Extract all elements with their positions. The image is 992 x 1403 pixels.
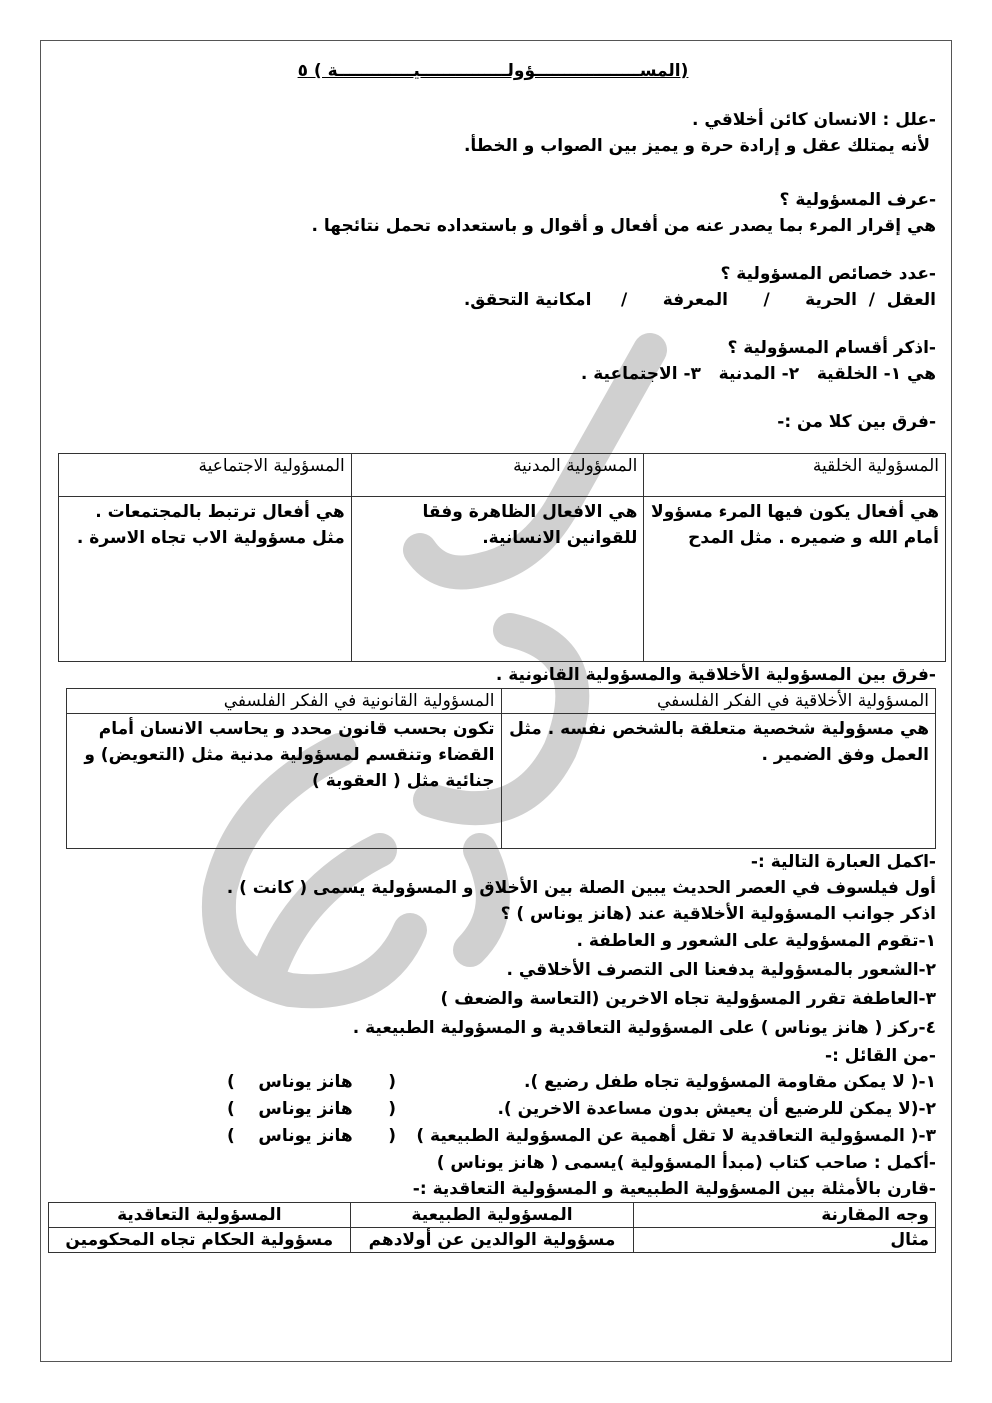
quote-row xyxy=(50,1123,936,1150)
table1-header: المسؤولية الاجتماعية xyxy=(59,454,352,497)
comparison-table-2 xyxy=(66,688,936,849)
table2-cell: هي مسؤولية شخصية متعلقة بالشخص نفسه . مثل العمل وفق الضمير . xyxy=(501,714,936,849)
table3-header: المسؤولية الطبيعية xyxy=(350,1203,634,1228)
q7-point: ٣-العاطفة تقرر المسؤولية تجاه الاخرين (التعاسة والضعف ) xyxy=(440,989,936,1009)
q2-answer: هي إقرار المرء بما يصدر عنه من أفعال و أقوال و باستعداده تحمل نتائجها . xyxy=(311,216,936,236)
table1-header: المسؤولية المدنية xyxy=(351,454,644,497)
quote-text: ١-( لا يمكن مقاومة المسؤولية تجاه طفل رضيع ). xyxy=(524,1072,936,1092)
quote-text: ٣-( المسؤولية التعاقدية لا تقل أهمية عن المسؤولية الطبيعية ) xyxy=(416,1126,936,1146)
comparison-table-3 xyxy=(48,1202,936,1253)
q5-question: -فرق بين كلا من :- xyxy=(777,412,936,432)
table1-cell: هي الافعال الظاهرة وفقا للقوانين الانسانية. xyxy=(351,497,644,662)
table1-cell: هي أفعال يكون فيها المرء مسؤولا أمام الله و ضميره . مثل المدح xyxy=(644,497,946,662)
table1-header: المسؤولية الخلقية xyxy=(644,454,946,497)
table2-header: المسؤولية الأخلاقية في الفكر الفلسفي xyxy=(501,689,936,714)
table3-cell: مسؤولية الحكام تجاه المحكومين xyxy=(49,1228,351,1253)
q7-point: ١-تقوم المسؤولية على الشعور و العاطفة . xyxy=(576,931,936,951)
q4-question: -اذكر أقسام المسؤولية ؟ xyxy=(727,338,936,358)
quote-row xyxy=(50,1096,936,1123)
comparison-table-1 xyxy=(58,453,946,662)
q7-point: ٢-الشعور بالمسؤولية يدفعنا الى التصرف الأخلاقي . xyxy=(506,960,936,980)
table3-cell: مسؤولية الوالدين عن أولادهم xyxy=(350,1228,634,1253)
q2-question: -عرف المسؤولية ؟ xyxy=(779,190,936,210)
quote-answer: ( هانز يوناس ) xyxy=(226,1072,396,1092)
q9-text: -أكمل : صاحب كتاب (مبدأ المسؤولية )يسمى ( هانز يوناس ) xyxy=(436,1153,936,1173)
table2-cell: تكون بحسب قانون محدد و يحاسب الانسان أمام القضاء وتنقسم لمسؤولية مدنية مثل (التعويض) و جنائية مثل ( العقوبة ) xyxy=(67,714,502,849)
table3-header: وجه المقارنة xyxy=(634,1203,936,1228)
q4-answer: هي ١- الخلقية ٢- المدنية ٣- الاجتماعية . xyxy=(580,364,936,384)
worksheet xyxy=(50,55,939,1253)
q7-point: ٤-ركز ( هانز يوناس ) على المسؤولية التعاقدية و المسؤولية الطبيعية . xyxy=(352,1018,936,1038)
q1-question: -علل : الانسان كائن أخلاقي . xyxy=(692,110,936,130)
q1-answer: لأنه يمتلك عقل و إرادة حرة و يميز بين الصواب و الخطأ. xyxy=(463,136,930,156)
q6-question: -فرق بين المسؤولية الأخلاقية والمسؤولية القانونية . xyxy=(495,665,936,685)
q8-question: -من القائل :- xyxy=(825,1046,936,1066)
table1-cell: هي أفعال ترتبط بالمجتمعات . مثل مسؤولية الاب تجاه الاسرة . xyxy=(59,497,352,662)
quote-answer: ( هانز يوناس ) xyxy=(226,1099,396,1119)
q7-line1: أول فيلسوف في العصر الحديث يبين الصلة بين الأخلاق و المسؤولية يسمى ( كانت ) . xyxy=(226,878,936,898)
quote-text: ٢-(لا يمكن للرضيع أن يعيش بدون مساعدة الاخرين ). xyxy=(497,1099,936,1119)
q7-line2: اذكر جوانب المسؤولية الأخلاقية عند (هانز يوناس ) ؟ xyxy=(500,904,936,924)
quote-row xyxy=(50,1069,936,1096)
table3-cell: مثال xyxy=(634,1228,936,1253)
q7-question: -اكمل العبارة التالية :- xyxy=(750,852,936,872)
page-title: (المســــــــــــــــــؤولـــــــــــــــيـــــــــــــة ) ٥ xyxy=(297,61,689,81)
table3-header: المسؤولية التعاقدية xyxy=(49,1203,351,1228)
table2-header: المسؤولية القانونية في الفكر الفلسفي xyxy=(67,689,502,714)
q3-question: -عدد خصائص المسؤولية ؟ xyxy=(720,264,936,284)
quote-answer: ( هانز يوناس ) xyxy=(226,1126,396,1146)
q10-question: -قارن بالأمثلة بين المسؤولية الطبيعية و المسؤولية التعاقدية :- xyxy=(412,1179,936,1199)
q3-answer: العقل / الحرية / المعرفة / امكانية التحقق. xyxy=(463,290,936,310)
